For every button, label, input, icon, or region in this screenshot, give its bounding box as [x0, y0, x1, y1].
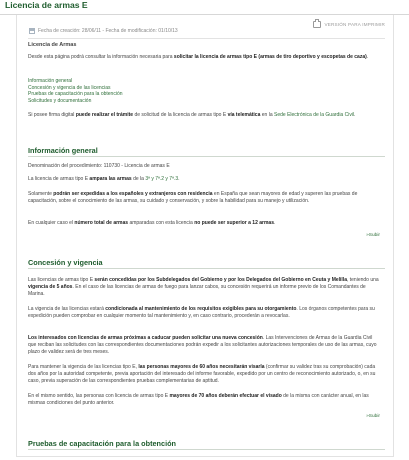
toc-link-info-general[interactable]: Información general: [28, 78, 73, 84]
toc-item[interactable]: [28, 85, 123, 92]
concesion-p2: La vigencia de las licencias estará condicionada al mantenimiento de los requisitos exigibles para su otorgamiento. Los órganos competentes para su expedición pueden comprobar en cualquier momento tal mantenimiento y, en caso contrario, procederán a revocarlas.: [28, 306, 375, 320]
printer-icon: [313, 21, 321, 28]
print-version-link[interactable]: [313, 21, 385, 28]
concesion-p1: Las licencias de armas tipo E serán concedidas por los Subdelegados del Gobierno y por los Delegados del Gobierno en Ceuta y Melilla, teniendo una vigencia de 5 años. En el caso de las licencias de armas de fuego para lanzar cabos, su concesión requerirá un informe previo de los Comandantes de Marina.: [28, 277, 379, 298]
categorias-link[interactable]: 3ª y 7ª.2 y 7ª.3: [145, 176, 179, 182]
back-to-top-link[interactable]: »Subir: [366, 233, 380, 238]
firma-text: Si posee firma digital puede realizar el trámite de solicitud de la licencia de armas tipo E vía telemática en la Sede Electrónica de la Guardia Civil.: [28, 112, 356, 118]
page-title: Licencia de armas E: [5, 0, 88, 10]
section-divider: [28, 156, 385, 157]
section-divider: [28, 268, 385, 269]
toc-item[interactable]: [28, 91, 123, 98]
toc-link-solicitudes[interactable]: Solicitudes y documentación: [28, 98, 92, 105]
intro-text: Desde esta página podrá consultar la información necesaria para solicitar la licencia de armas tipo E (armas de tiro deportivo y escopetas de caza).: [28, 54, 369, 60]
section-title-concesion: Concesión y vigencia: [28, 258, 103, 267]
dates-meta: [29, 28, 178, 34]
concesion-p3: Los interesados con licencias de armas próximas a caducar pueden solicitar una nueva concesión. Las Intervenciones de Armas de la Guardia Civil que reciban las solicitudes con las correspondientes documentaciones podrán expedir a los solicitantes autorizaciones temporales de uso de las armas, cuyo plazo de validez será de tres meses.: [28, 335, 377, 356]
calendar-icon: [29, 28, 35, 34]
back-to-top-link[interactable]: »Subir: [366, 414, 380, 419]
info-p3: En cualquier caso el número total de armas amparadas con esta licencia no puede ser superior a 12 armas.: [28, 220, 276, 226]
info-p1: La licencia de armas tipo E ampara las armas de la 3ª y 7ª.2 y 7ª.3.: [28, 176, 180, 182]
print-version-label: VERSIÓN PARA IMPRIMIR: [324, 22, 385, 27]
intro-heading: Licencia de Armas: [28, 42, 77, 48]
toc-list: [28, 78, 123, 105]
toc-link-pruebas[interactable]: Pruebas de capacitación para la obtención: [28, 91, 123, 98]
meta-divider: [28, 38, 385, 39]
denominacion-text: Denominación del procedimiento: 110730 - Licencia de armas E: [28, 163, 170, 169]
toc-item[interactable]: [28, 98, 123, 105]
section-title-info-general: Información general: [28, 146, 98, 155]
info-p2: Solamente podrán ser expedidas a los españoles y extranjeros con residencia en España que sean mayores de edad y superen las pruebas de capacitación, sobre el conocimiento de las armas, su cuidado y conservación, y sobre la habilidad para su manejo y utilización.: [28, 191, 358, 205]
section-title-pruebas: Pruebas de capacitación para la obtención: [28, 439, 177, 448]
content-card: [16, 15, 394, 457]
concesion-p5: En el mismo sentido, las personas con licencia de armas tipo E mayores de 70 años deberán efectuar el visado de la misma con carácter anual, en las mismas condiciones del punto anterior.: [28, 393, 369, 407]
dates-text: Fecha de creación: 28/06/11 - Fecha de modificación: 01/10/13: [38, 28, 178, 34]
concesion-p4: Para mantener la vigencia de las licencias tipo E, las personas mayores de 60 años necesitarán visarla (confirmar su validez tras su comprobación) cada dos años por la autoridad competente, previa aportación del interesado del informe favorable, expedido por un centro de reconocimiento autorizado, o, en su caso, previa superación de las correspondientes pruebas complementarias de aptitud.: [28, 364, 376, 385]
sede-electronica-link[interactable]: Sede Electrónica de la Guardia Civil: [274, 112, 355, 118]
section-divider: [28, 449, 385, 450]
toc-item[interactable]: [28, 78, 123, 85]
toc-link-concesion[interactable]: Concesión y vigencia de las licencias: [28, 84, 111, 91]
